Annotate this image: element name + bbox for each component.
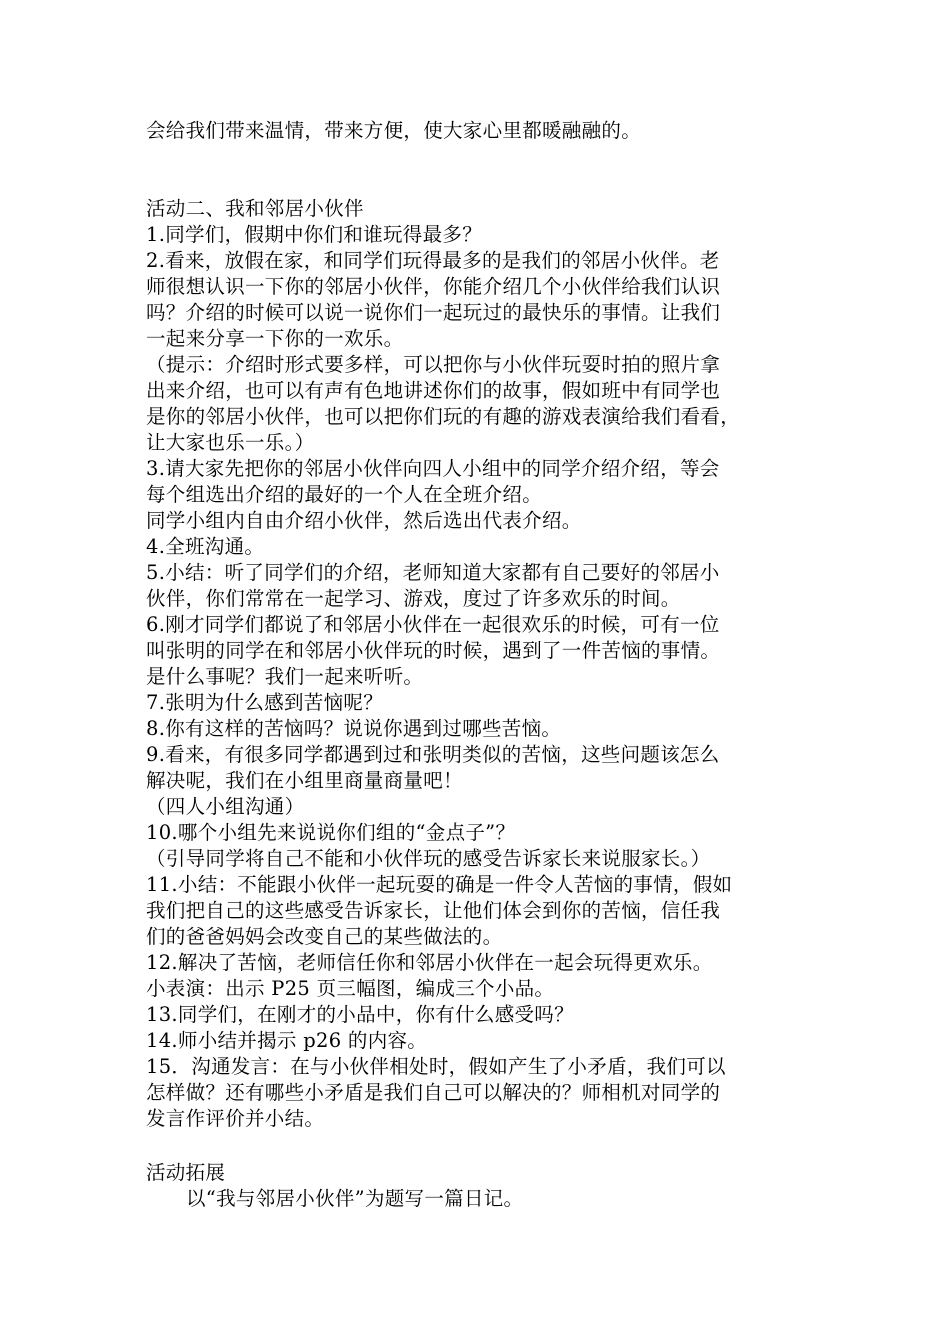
body-line: 15．沟通发言：在与小伙伴相处时，假如产生了小矛盾，我们可以: [146, 1055, 726, 1078]
body-line: 伙伴，你们常常在一起学习、游戏，度过了许多欢乐的时间。: [146, 587, 681, 610]
body-line: 12.解决了苦恼，老师信任你和邻居小伙伴在一起会玩得更欢乐。: [146, 951, 713, 974]
body-line: 4.全班沟通。: [146, 535, 265, 558]
activity-two-body: [146, 222, 826, 1132]
body-line: 发言作评价并小结。: [146, 1107, 325, 1130]
section-title-activity-two: 活动二、我和邻居小伙伴: [146, 197, 364, 220]
body-line: 11.小结：不能跟小伙伴一起玩耍的确是一件令人苦恼的事情，假如: [146, 873, 733, 896]
intro-line: 会给我们带来温情，带来方便，使大家心里都暖融融的。: [146, 119, 642, 142]
body-line: 2.看来，放假在家，和同学们玩得最多的是我们的邻居小伙伴。老: [146, 249, 720, 272]
body-line: （引导同学将自己不能和小伙伴玩的感受告诉家长来说服家长。）: [146, 847, 711, 870]
body-line: （四人小组沟通）: [146, 795, 305, 818]
body-line: 13.同学们，在刚才的小品中，你有什么感受吗？: [146, 1003, 574, 1026]
body-line: （提示：介绍时形式要多样，可以把你与小伙伴玩耍时拍的照片拿: [146, 353, 721, 376]
body-line: 解决呢，我们在小组里商量商量吧！: [146, 769, 463, 792]
body-line: 小表演：出示 P25 页三幅图，编成三个小品。: [146, 977, 555, 1000]
body-line: 5.小结：听了同学们的介绍，老师知道大家都有自己要好的邻居小: [146, 561, 720, 584]
body-line: 怎样做？还有哪些小矛盾是我们自己可以解决的？师相机对同学的: [146, 1081, 721, 1104]
body-line: 是你的邻居小伙伴，也可以把你们玩的有趣的游戏表演给我们看看，: [146, 405, 741, 428]
body-line: 出来介绍，也可以有声有色地讲述你们的故事，假如班中有同学也: [146, 379, 721, 402]
body-line: 让大家也乐一乐。）: [146, 431, 315, 454]
body-line: 9.看来，有很多同学都遇到过和张明类似的苦恼，这些问题该怎么: [146, 743, 720, 766]
body-line: 师很想认识一下你的邻居小伙伴，你能介绍几个小伙伴给我们认识: [146, 275, 721, 298]
section-title-extension: 活动拓展: [146, 1161, 226, 1184]
body-line: 每个组选出介绍的最好的一个人在全班介绍。: [146, 483, 543, 506]
body-line: 14.师小结并揭示 p26 的内容。: [146, 1029, 428, 1052]
body-line: 6.刚才同学们都说了和邻居小伙伴在一起很欢乐的时候，可有一位: [146, 613, 720, 636]
body-line: 7.张明为什么感到苦恼呢？: [146, 691, 384, 714]
body-line: 一起来分享一下你的一欢乐。: [146, 327, 404, 350]
body-line: 我们把自己的这些感受告诉家长，让他们体会到你的苦恼，信任我: [146, 899, 721, 922]
body-line: 3.请大家先把你的邻居小伙伴向四人小组中的同学介绍介绍，等会: [146, 457, 720, 480]
body-line: 同学小组内自由介绍小伙伴，然后选出代表介绍。: [146, 509, 582, 532]
body-line: 是什么事呢？我们一起来听听。: [146, 665, 424, 688]
body-line: 叫张明的同学在和邻居小伙伴玩的时候，遇到了一件苦恼的事情。: [146, 639, 721, 662]
body-line: 吗？介绍的时候可以说一说你们一起玩过的最快乐的事情。让我们: [146, 301, 721, 324]
body-line: 1.同学们，假期中你们和谁玩得最多？: [146, 223, 483, 246]
extension-task: 以“我与邻居小伙伴”为题写一篇日记。: [186, 1187, 524, 1210]
body-line: 们的爸爸妈妈会改变自己的某些做法的。: [146, 925, 503, 948]
body-line: 10.哪个小组先来说说你们组的“金点子”？: [146, 821, 516, 844]
body-line: 8.你有这样的苦恼吗？说说你遇到过哪些苦恼。: [146, 717, 562, 740]
document-page: [146, 118, 826, 1212]
